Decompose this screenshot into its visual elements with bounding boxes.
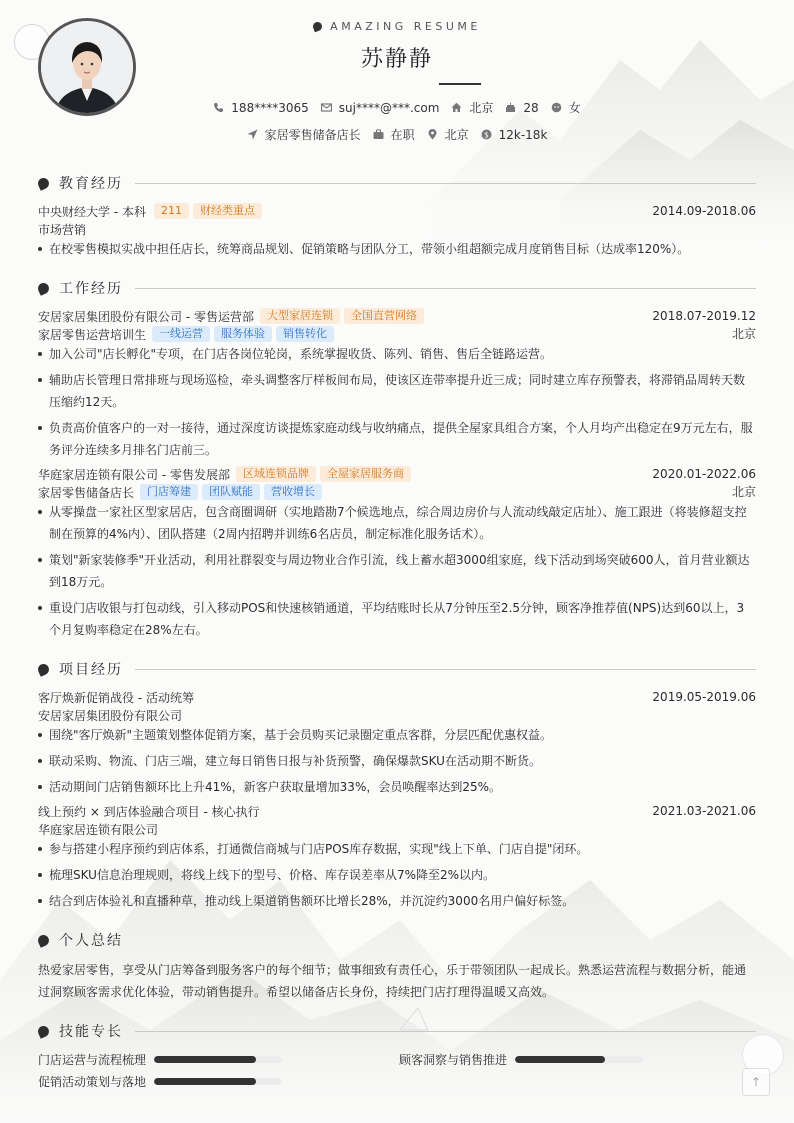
company-tag: 全国直营网络 [344,308,424,324]
skill-bar-fill [515,1056,605,1063]
list-item: 策划"新家装修季"开业活动，利用社群裂变与周边物业合作引流，线上蓄水超3000组家庭，线下活动到场突破600人，首月营业额达到18万元。 [38,549,756,593]
section-mark-icon [36,1024,51,1039]
education-header [38,202,756,220]
cake-icon [505,102,516,113]
company-tag: 全屋家居服务商 [320,466,411,482]
list-item: 梳理SKU信息治理规则，将线上线下的型号、价格、库存误差率从7%降至2%以内。 [38,864,756,886]
work-bullets [38,343,756,465]
skill-name: 顾客洞察与销售推进 [399,1052,508,1067]
skill-bar [154,1078,282,1085]
mail-icon [321,102,332,113]
skill-bar [154,1056,282,1063]
home-icon [451,102,462,113]
work-dates: 2020.01-2022.06 [652,467,756,481]
role-tag: 营收增长 [264,484,322,500]
education-dates: 2014.09-2018.06 [652,204,756,218]
company-tag: 区域连锁品牌 [236,466,316,482]
money-icon [481,129,492,140]
briefcase-icon [373,129,384,140]
send-icon [247,129,258,140]
school-name: 中央财经大学 - 本科 [38,204,146,219]
gender-icon [551,102,562,113]
name-underline [439,83,481,85]
section-mark-icon [36,176,51,191]
education-tag: 财经类重点 [193,203,262,219]
brand-label: AMAZING RESUME [0,20,794,33]
section-title: 技能专长 [59,1024,123,1040]
work-company: 安居家居集团股份有限公司 - 零售运营部 大型家居连锁 全国直营网络 2018.07-2019.12 [38,309,756,324]
section-skills [38,1021,756,1041]
location-icon [427,129,438,140]
work-role: 家居零售运营培训生 一线运营 服务体验 销售转化 北京 [38,327,756,342]
skill-item [38,1072,282,1090]
project-bullets [38,724,756,802]
list-item: 联动采购、物流、门店三端，建立每日销售日报与补货预警，确保爆款SKU在活动期不断货。 [38,750,756,772]
project-bullets [38,838,756,916]
company-tag: 大型家居连锁 [260,308,340,324]
scroll-top-button[interactable]: ↑ [742,1068,770,1096]
section-mark-icon [36,933,51,948]
contact-city: 北京 [451,99,493,116]
contact-gender: 女 [551,99,581,116]
section-divider [135,288,756,289]
list-item: 加入公司"店长孵化"专项，在门店各岗位轮岗，系统掌握收货、陈列、销售、售后全链路运营。 [38,343,756,365]
section-title: 工作经历 [59,281,123,297]
svg-text:$: $ [483,130,489,140]
contact-email: suj****@***.com [321,101,440,115]
list-item: 辅助店长管理日常排班与现场巡检，牵头调整客厅样板间布局，使该区连带率提升近三成；同时建立库存预警表，将滞销品周转天数压缩约12天。 [38,369,756,413]
project-title: 客厅焕新促销战役 - 活动统筹 2019.05-2019.06 [38,690,756,705]
list-item: 参与搭建小程序预约到店体系，打通微信商城与门店POS库存数据，实现"线上下单、门店自提"闭环。 [38,838,756,860]
section-education [38,173,756,193]
work-company: 华庭家居连锁有限公司 - 零售发展部 区域连锁品牌 全屋家居服务商 2020.01-2022.06 [38,467,756,482]
project-dates: 2019.05-2019.06 [652,690,756,704]
skill-name: 促销活动策划与落地 [38,1074,147,1089]
education-tag: 211 [154,203,189,219]
section-summary [38,930,756,950]
role-tag: 门店筹建 [140,484,198,500]
skill-bar-fill [154,1078,256,1085]
section-projects [38,659,756,679]
project-dates: 2021.03-2021.06 [652,804,756,818]
summary-text: 热爱家居零售，享受从门店筹备到服务客户的每个细节；做事细致有责任心，乐于带领团队一起成长。熟悉运营流程与数据分析，能通过洞察顾客需求优化体验，带动销售提升。希望以储备店长身份，持续把门店打理得温暖又高效。 [38,963,747,999]
work-bullets [38,501,756,645]
intent-status: 在职 [373,126,415,143]
work-role: 家居零售储备店长 门店筹建 团队赋能 营收增长 北京 [38,485,756,500]
list-item: 重设门店收银与打包动线，引入移动POS和快速核销通道，平均结账时长从7分钟压至2.5分钟，顾客净推荐值(NPS)达到60以上，3个月复购率稳定在28%左右。 [38,597,756,641]
ink-drop-icon [312,21,324,33]
list-item: 负责高价值客户的一对一接待，通过深度访谈提炼家庭动线与收纳痛点，提供全屋家具组合方案，个人月均产出稳定在9万元左右，服务评分连续多月排名门店前三。 [38,417,756,461]
work-dates: 2018.07-2019.12 [652,309,756,323]
list-item: 在校零售模拟实战中担任店长，统筹商品规划、促销策略与团队分工，带领小组超额完成月度销售目标（达成率120%）。 [38,238,756,260]
work-city: 北京 [731,327,756,341]
intent-city: 北京 [427,126,469,143]
intent-salary: $ 12k-18k [481,128,548,142]
role-tag: 团队赋能 [202,484,260,500]
project-org: 华庭家居连锁有限公司 [38,822,159,837]
section-divider [135,669,756,670]
role-tag: 销售转化 [276,326,334,342]
education-major: 市场营销 [38,222,87,237]
role-tag: 一线运营 [152,326,210,342]
contact-age: 28 [505,101,538,115]
work-city: 北京 [731,485,756,499]
section-title: 项目经历 [59,662,123,678]
list-item: 围绕"客厅焕新"主题策划整体促销方案，基于会员购买记录圈定重点客群，分层匹配优惠权益。 [38,724,756,746]
skill-item [38,1050,282,1068]
contact-row [0,99,794,116]
phone-icon [213,102,224,113]
skill-item [399,1050,643,1068]
section-mark-icon [36,281,51,296]
list-item: 从零操盘一家社区型家居店，包含商圈调研（实地踏勘7个候选地点，综合周边房价与人流动线敲定店址）、施工跟进（将装修超支控制在预算的4%内）、团队搭建（2周内招聘并训练6名店员，制定标准化服务话术）。 [38,501,756,545]
education-bullets [38,238,756,264]
section-mark-icon [36,662,51,677]
skill-name: 门店运营与流程梳理 [38,1052,147,1067]
skill-bar-fill [154,1056,256,1063]
section-divider [135,1031,756,1032]
intent-position: 家居零售储备店长 [247,126,361,143]
project-title: 线上预约 × 到店体验融合项目 - 核心执行 2021.03-2021.06 [38,804,756,819]
section-title: 教育经历 [59,176,123,192]
section-title: 个人总结 [59,933,123,949]
list-item: 结合到店体验礼和直播种草，推动线上渠道销售额环比增长28%，并沉淀约3000名用户偏好标签。 [38,890,756,912]
skill-bar [515,1056,643,1063]
candidate-name: 苏静静 [360,47,433,72]
section-divider [135,183,756,184]
role-tag: 服务体验 [214,326,272,342]
section-work [38,278,756,298]
project-org: 安居家居集团股份有限公司 [38,708,183,723]
job-intent-row [0,126,794,143]
list-item: 活动期间门店销售额环比上升41%，新客户获取量增加33%，会员唤醒率达到25%。 [38,776,756,798]
contact-phone: 188****3065 [213,101,308,115]
